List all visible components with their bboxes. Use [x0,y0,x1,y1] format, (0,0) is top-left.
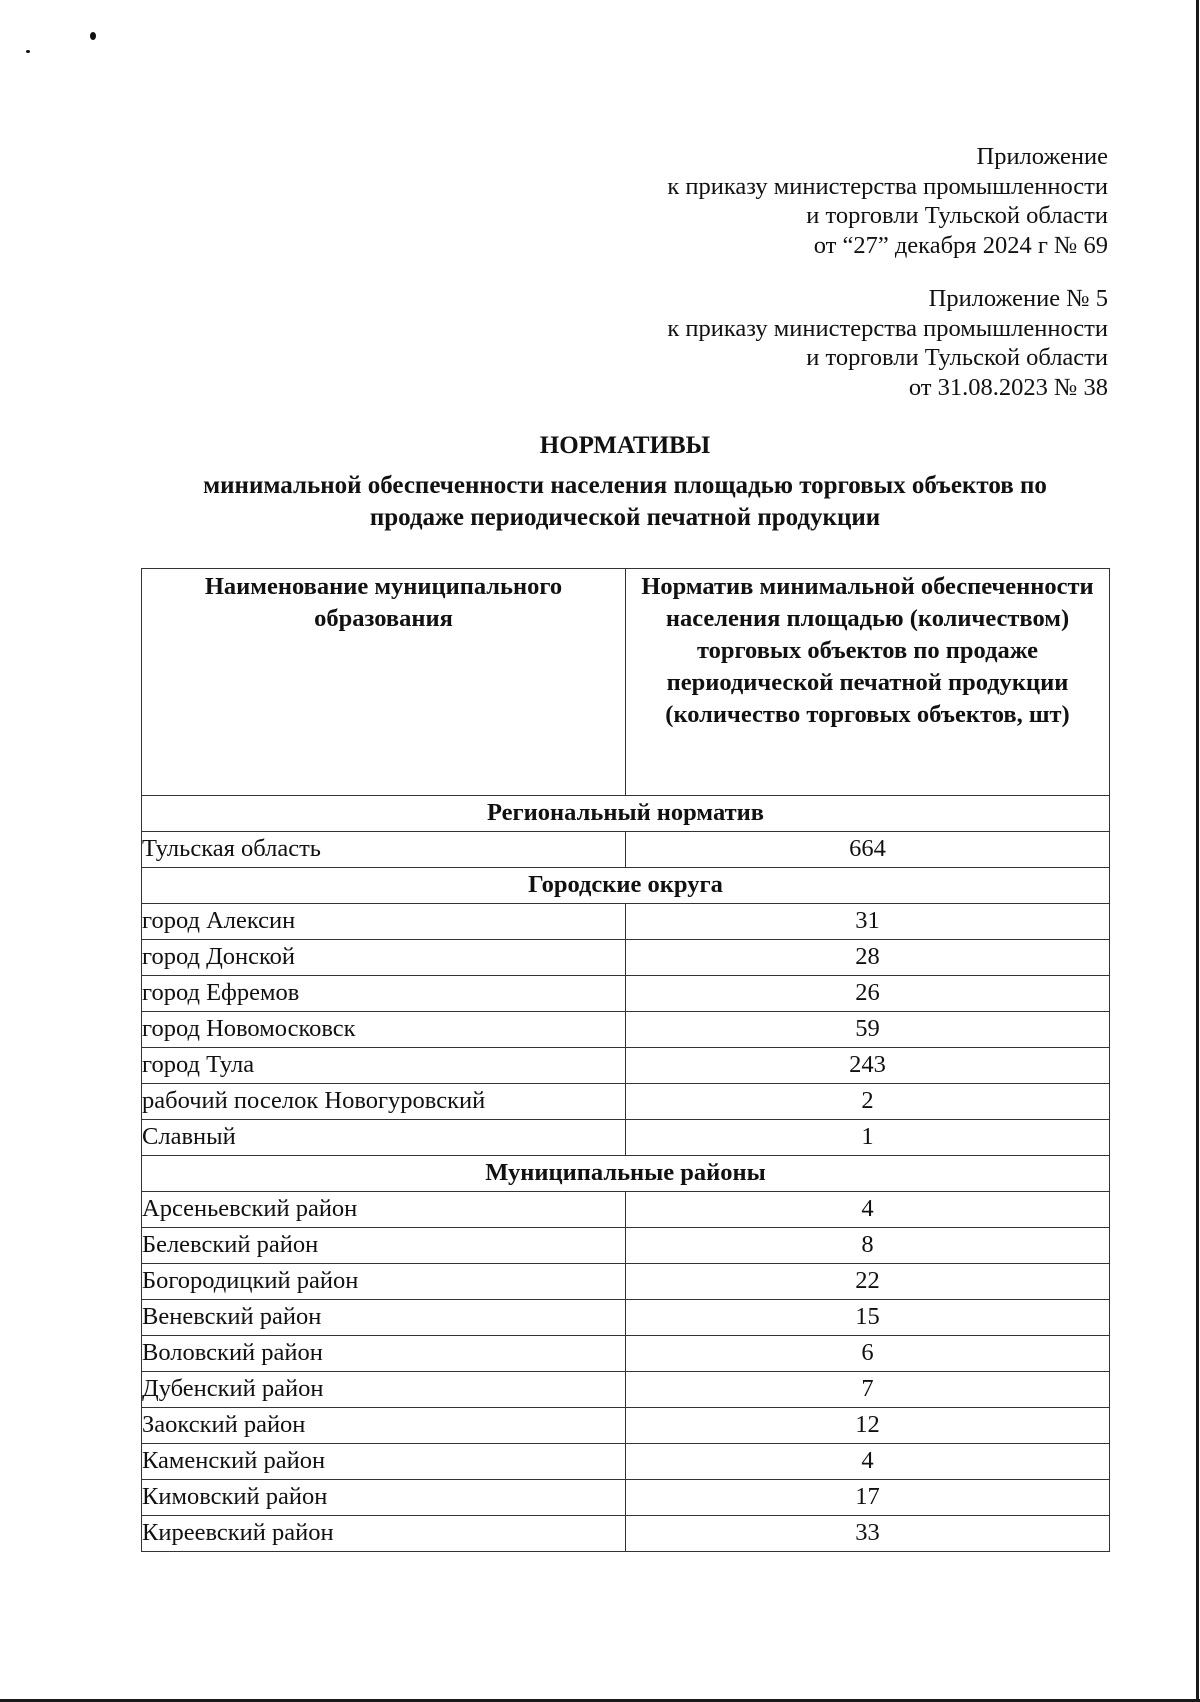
norm-value: 243 [626,1048,1110,1084]
section-title: Городские округа [142,868,1110,904]
norm-value: 8 [626,1228,1110,1264]
table-row [142,1444,1110,1480]
approval-note-line: и торговли Тульской области [806,202,1108,229]
municipality-name: Тульская область [142,832,626,868]
norms-table [141,568,1110,1552]
approval-note-line: к приказу министерства промышленности [667,172,1108,200]
approval-note-current-order [667,142,1108,260]
section-row [142,796,1110,832]
table-row [142,976,1110,1012]
table-row [142,1228,1110,1264]
table-row [142,1516,1110,1552]
municipality-name: Киреевский район [142,1516,626,1552]
approval-note-line: Приложение № 5 [928,285,1108,312]
section-title: Региональный норматив [142,796,1110,832]
approval-note-line: Приложение [976,143,1108,170]
table-row [142,1336,1110,1372]
approval-note-line: и торговли Тульской области [806,344,1108,371]
table-row [142,1048,1110,1084]
table-row [142,1408,1110,1444]
table-row [142,1084,1110,1120]
municipality-name: Дубенский район [142,1372,626,1408]
municipality-name: Белевский район [142,1228,626,1264]
norm-value: 664 [626,832,1110,868]
document-subtitle: продаже периодической печатной продукции [369,504,881,531]
norm-value: 59 [626,1012,1110,1048]
municipality-name: Воловский район [142,1336,626,1372]
table-row [142,1300,1110,1336]
norm-value: 2 [626,1084,1110,1120]
table-row [142,940,1110,976]
norm-value: 4 [626,1444,1110,1480]
approval-note-line: от 31.08.2023 № 38 [908,373,1108,401]
column-header-municipality [142,569,626,796]
column-header-label: Норматив минимальной обеспеченности населения площадью (количеством) торговых объектов по продаже периодической печатной продукции (количество торговых объектов, шт) [641,573,1094,728]
norm-value: 31 [626,904,1110,940]
municipality-name: рабочий поселок Новогуровский [142,1084,626,1120]
municipality-name: Веневский район [142,1300,626,1336]
norm-value: 7 [626,1372,1110,1408]
municipality-name: Богородицкий район [142,1264,626,1300]
approval-note-line: от “27” декабря 2024 г № 69 [813,231,1108,259]
municipality-name: город Новомосковск [142,1012,626,1048]
page-border [1196,0,1199,1702]
table-row [142,1120,1110,1156]
table-row [142,832,1110,868]
table-header-row [142,569,1110,796]
municipality-name: Заокский район [142,1408,626,1444]
municipality-name: Арсеньевский район [142,1192,626,1228]
approval-note-original-order [667,284,1108,402]
table-row [142,1192,1110,1228]
column-header-norm [626,569,1110,796]
municipality-name: город Тула [142,1048,626,1084]
approval-note-line: к приказу министерства промышленности [667,314,1108,342]
municipality-name: Славный [142,1120,626,1156]
norm-value: 4 [626,1192,1110,1228]
document-subtitle: минимальной обеспеченности населения площадью торговых объектов по [203,472,1047,499]
municipality-name: город Алексин [142,904,626,940]
scan-speck [90,32,96,40]
norm-value: 12 [626,1408,1110,1444]
table-row [142,1372,1110,1408]
norm-value: 17 [626,1480,1110,1516]
section-title: Муниципальные районы [142,1156,1110,1192]
document-title: НОРМАТИВЫ [539,432,711,459]
norm-value: 1 [626,1120,1110,1156]
municipality-name: город Ефремов [142,976,626,1012]
norm-value: 15 [626,1300,1110,1336]
table-row [142,1480,1110,1516]
norm-value: 22 [626,1264,1110,1300]
column-header-label: Наименование муниципального образования [204,573,563,632]
municipality-name: Кимовский район [142,1480,626,1516]
table-row [142,1012,1110,1048]
section-row [142,868,1110,904]
municipality-name: город Донской [142,940,626,976]
scan-speck [26,50,30,53]
norm-value: 28 [626,940,1110,976]
norm-value: 33 [626,1516,1110,1552]
table-row [142,1264,1110,1300]
table-row [142,904,1110,940]
section-row [142,1156,1110,1192]
municipality-name: Каменский район [142,1444,626,1480]
norm-value: 6 [626,1336,1110,1372]
norm-value: 26 [626,976,1110,1012]
